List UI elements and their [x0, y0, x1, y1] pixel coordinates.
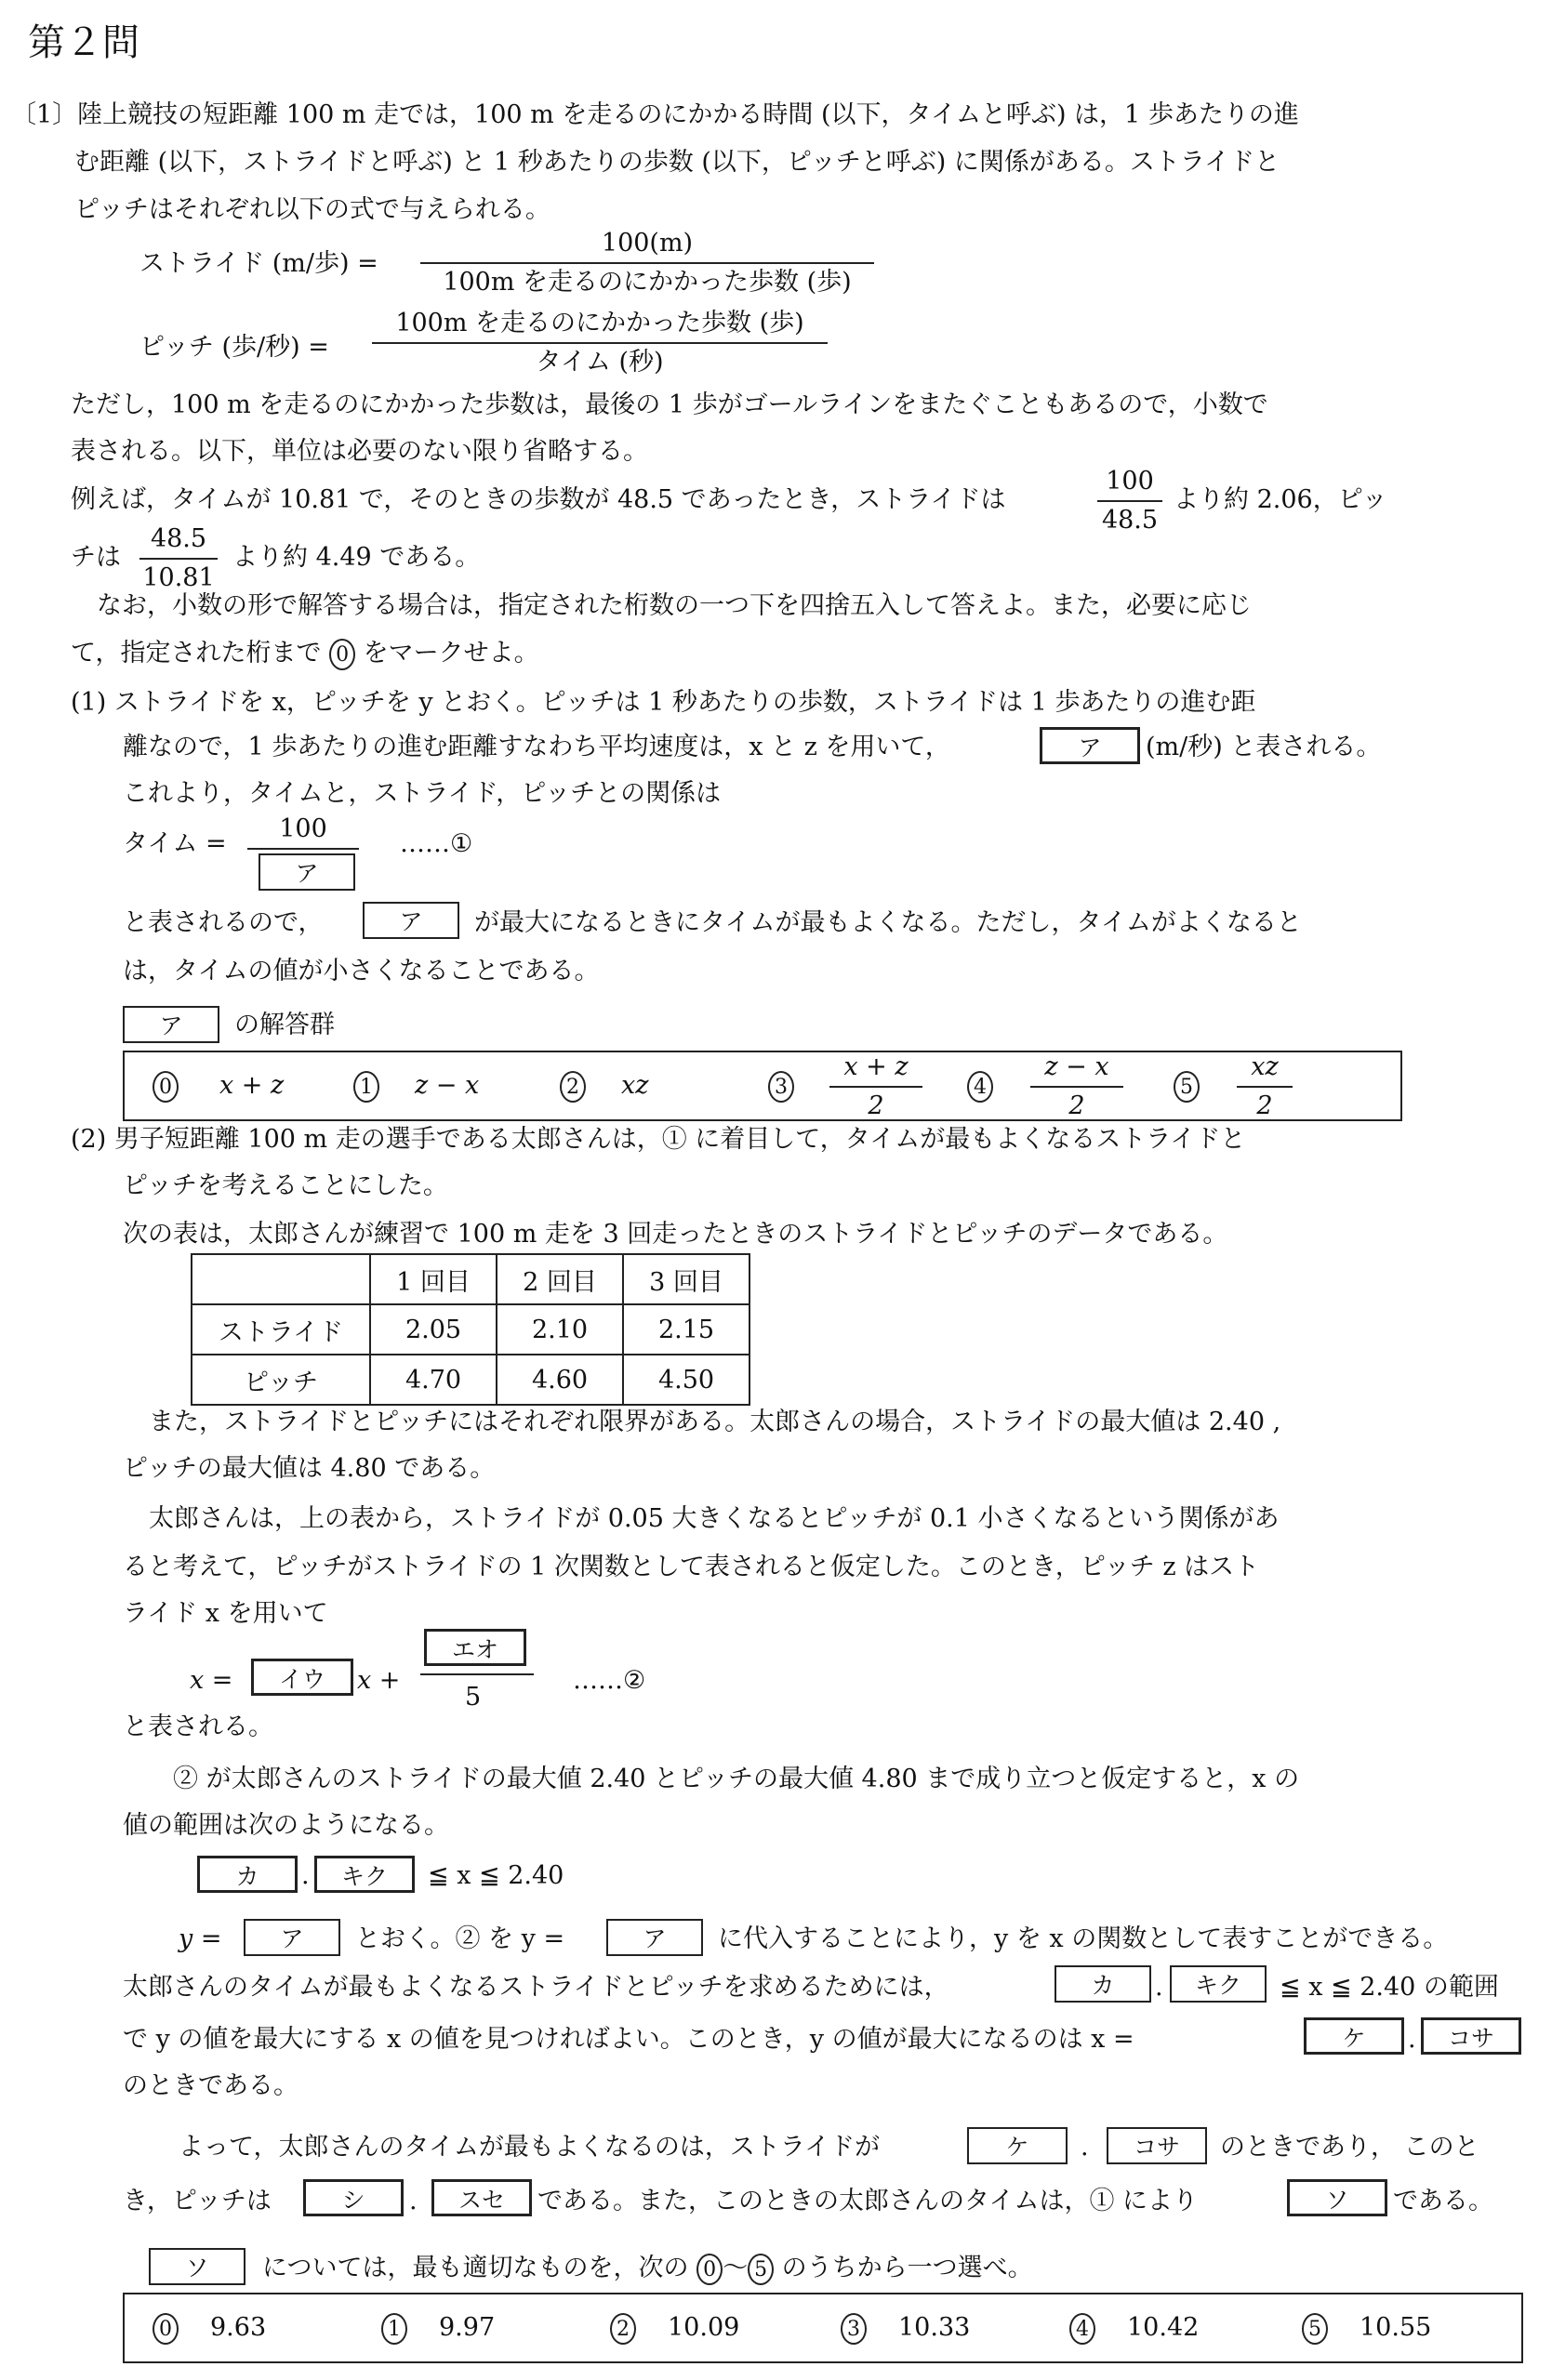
intro-line-1: 〔1〕陸上競技の短距離 100 m 走では，100 m を走るのにかかる時間 (以下，タイムと呼ぶ) は，1 歩あたりの進: [11, 100, 1299, 129]
so-choice-1-value: 9.97: [439, 2313, 496, 2342]
so-choice-4[interactable]: [1069, 2311, 1199, 2345]
example-fraction-1-den: 48.5: [1101, 506, 1159, 535]
answer-box-a-denominator[interactable]: ア: [259, 853, 355, 891]
conclusion-line-2b: である。また，このときの太郎さんのタイムは，① により: [537, 2187, 1199, 2215]
stride-formula-fraction: [420, 227, 874, 299]
y-line-4: のときである。: [123, 2071, 298, 2100]
answer-box-ke[interactable]: ケ: [1304, 2017, 1404, 2055]
y-line-1c: に代入することにより，y を x の関数として表すことができる。: [718, 1924, 1449, 1953]
so-choice-2[interactable]: [610, 2311, 739, 2345]
table-cell: 4.60: [497, 1355, 623, 1405]
y-line-1b: とおく。② を y =: [355, 1924, 565, 1953]
table-header-run1: 1 回目: [370, 1254, 497, 1304]
intro-line-3: ピッチはそれぞれ以下の式で与えられる。: [74, 195, 550, 224]
example-line-b: より約 2.06，ピッ: [1174, 485, 1387, 514]
so-choice-4-value: 10.42: [1127, 2313, 1200, 2342]
choice-1[interactable]: [353, 1069, 479, 1103]
choice-5-fraction: [1237, 1051, 1293, 1123]
equation-2-fraction-bar: [420, 1673, 534, 1675]
decimal-point: .: [409, 2187, 418, 2215]
table-cell: 2.10: [497, 1304, 623, 1355]
choice-4-den: 2: [1068, 1091, 1085, 1120]
relation-line-2: ると考えて，ピッチがストライドの 1 次関数として表されると仮定した。このとき，ピッチ z はスト: [123, 1553, 1260, 1581]
answer-box-kiku[interactable]: キク: [314, 1856, 415, 1893]
tilde: 〜: [723, 2254, 749, 2282]
table-cell: 2.05: [370, 1304, 497, 1355]
so-choice-2-number: 2: [610, 2313, 636, 2345]
y-line-2b: ≦ x ≦ 2.40 の範囲: [1280, 1973, 1499, 2002]
problem-title: 第２問: [28, 21, 139, 64]
choice-3-fraction: [829, 1051, 922, 1123]
stride-formula-lhs: ストライド (m/歩) =: [139, 249, 378, 278]
y-line-3a: で y の値を最大にする x の値を見つければよい。このとき，y の値が最大になるのは x =: [123, 2025, 1134, 2054]
intro-line-2: む距離 (以下，ストライドと呼ぶ) と 1 秒あたりの歩数 (以下，ピッチと呼ぶ) に関係がある。ストライドと: [74, 148, 1280, 177]
choice-3-num: x + z: [843, 1052, 909, 1081]
choice-5-num: xz: [1251, 1052, 1279, 1081]
example-line-c: チは: [71, 543, 121, 572]
example-line-a: 例えば，タイムが 10.81 で，そのときの歩数が 48.5 であったとき，ストライドは: [71, 485, 1006, 514]
q1-line-2-after: (m/秒) と表される。: [1146, 733, 1382, 761]
rounding-line-b: [71, 637, 539, 670]
choice-1-number: 1: [353, 1071, 379, 1103]
limit-line-2: ピッチの最大値は 4.80 である。: [123, 1454, 496, 1483]
so-choice-4-number: 4: [1069, 2313, 1095, 2345]
rounding-text-c: をマークせよ。: [363, 639, 539, 668]
choice-3-number: 3: [768, 1071, 794, 1103]
so-choice-5-value: 10.55: [1360, 2313, 1432, 2342]
rounding-text-b: て，指定された桁まで: [71, 639, 322, 668]
choice-5-number: 5: [1174, 1071, 1200, 1103]
equation-2-lhs: x =: [190, 1666, 233, 1695]
so-choice-2-value: 10.09: [668, 2313, 740, 2342]
choice-panel-a: [123, 1051, 1402, 1121]
decimal-point: .: [1155, 1973, 1163, 2002]
table-cell: 4.50: [623, 1355, 749, 1405]
decimal-point: .: [1081, 2133, 1089, 2162]
so-choice-1[interactable]: [381, 2311, 495, 2345]
so-choice-5[interactable]: [1302, 2311, 1431, 2345]
table-cell: 2.15: [623, 1304, 749, 1355]
decimal-point: .: [301, 1861, 310, 1890]
so-choice-0-number: 0: [153, 2313, 179, 2345]
choice-4-number-wrap[interactable]: [967, 1069, 993, 1103]
stride-formula-numerator: 100(m): [601, 229, 694, 258]
choice-2-expr: xz: [621, 1071, 649, 1100]
so-choice-1-number: 1: [381, 2313, 407, 2345]
so-choice-3-number: 3: [841, 2313, 867, 2345]
table-header-empty: [192, 1254, 370, 1304]
so-instruction: [262, 2252, 1033, 2285]
conclusion-line-2c: である。: [1393, 2187, 1493, 2215]
range-tail: ≦ x ≦ 2.40: [428, 1861, 564, 1890]
equation-2-tag: ……②: [573, 1666, 646, 1695]
q2-line-1: (2) 男子短距離 100 m 走の選手である太郎さんは，① に着目して，タイムが最もよくなるストライドと: [71, 1125, 1246, 1154]
answer-box-so[interactable]: ソ: [1287, 2179, 1387, 2216]
time-formula-numerator: 100: [279, 814, 327, 843]
answer-box-so-2[interactable]: ソ: [149, 2248, 245, 2285]
time-formula-lhs: タイム =: [123, 829, 227, 858]
example-fraction-1-num: 100: [1106, 467, 1154, 496]
circled-zero-mark: 0: [696, 2254, 723, 2285]
conclusion-line-1a: よって，太郎さんのタイムが最もよくなるのは，ストライドが: [179, 2133, 881, 2162]
answer-box-a-group[interactable]: ア: [123, 1006, 219, 1043]
conclusion-line-2a: き，ピッチは: [123, 2187, 272, 2215]
choice-1-expr: z − x: [415, 1071, 480, 1100]
q1-line-4b: が最大になるときにタイムが最もよくなる。ただし，タイムがよくなると: [474, 908, 1302, 937]
time-formula-fraction: [247, 813, 359, 852]
so-choice-3[interactable]: [841, 2311, 970, 2345]
choice-3-den: 2: [868, 1091, 884, 1120]
after-equation-2: と表される。: [123, 1712, 273, 1741]
q1-line-3: これより，タイムと，ストライド，ピッチとの関係は: [123, 779, 722, 808]
q1-line-2: 離なので，1 歩あたりの進む距離すなわち平均速度は，x と z を用いて，: [123, 733, 950, 761]
answer-box-kiku-2[interactable]: キク: [1170, 1965, 1267, 2003]
y-line-2a: 太郎さんのタイムが最もよくなるストライドとピッチを求めるためには，: [123, 1973, 949, 2002]
choice-group-label: の解答群: [234, 1011, 335, 1039]
answer-box-a[interactable]: ア: [1040, 727, 1140, 764]
equation-2-mid: x +: [357, 1666, 401, 1695]
table-row-label-pitch: ピッチ: [192, 1355, 370, 1405]
answer-box-a-y1[interactable]: ア: [244, 1919, 340, 1956]
q1-line-4a: と表されるので，: [123, 908, 324, 937]
conclusion-line-1b: のときであり， このと: [1220, 2133, 1479, 2162]
q2-line-2: ピッチを考えることにした。: [123, 1171, 448, 1200]
y-line-1a: y =: [179, 1924, 222, 1953]
so-instruction-a: については，最も適切なものを，次の: [262, 2254, 689, 2282]
so-choice-0[interactable]: [153, 2311, 266, 2345]
note-line-1: ただし，100 m を走るのにかかった歩数は，最後の 1 歩がゴールラインをまたぐこともあるので，小数で: [71, 390, 1268, 419]
table-row-label-stride: ストライド: [192, 1304, 370, 1355]
example-fraction-2-den: 10.81: [142, 563, 215, 592]
range-line-1: ② が太郎さんのストライドの最大値 2.40 とピッチの最大値 4.80 まで成り立つと仮定すると，x の: [173, 1765, 1300, 1793]
equation-2-denominator: 5: [465, 1683, 482, 1712]
choice-0[interactable]: [153, 1069, 284, 1103]
circled-five-mark: 5: [748, 2254, 774, 2285]
example-line-d: より約 4.49 である。: [232, 543, 481, 572]
choice-5-den: 2: [1256, 1091, 1273, 1120]
rounding-line-a: なお，小数の形で解答する場合は，指定された桁数の一つ下を四捨五入して答えよ。また，必要に応じ: [97, 591, 1252, 620]
choice-4-fraction: [1030, 1051, 1123, 1123]
so-choice-5-number: 5: [1302, 2313, 1328, 2345]
pitch-formula-numerator: 100m を走るのにかかった歩数 (歩): [395, 309, 804, 337]
range-line-2: 値の範囲は次のようになる。: [123, 1811, 449, 1840]
example-fraction-2-num: 48.5: [150, 524, 207, 553]
choice-2-number: 2: [560, 1071, 586, 1103]
choice-5-number-wrap[interactable]: [1174, 1069, 1200, 1103]
so-instruction-b: のうちから一つ選べ。: [781, 2254, 1033, 2282]
data-table: [191, 1253, 750, 1406]
answer-box-suse[interactable]: スセ: [431, 2179, 532, 2216]
answer-box-iu[interactable]: イウ: [251, 1659, 353, 1696]
table-cell: 4.70: [370, 1355, 497, 1405]
q1-line-5: は，タイムの値が小さくなることである。: [123, 957, 600, 985]
q1-line-1: (1) ストライドを x，ピッチを y とおく。ピッチは 1 秒あたりの歩数，ストライドは 1 歩あたりの進む距: [71, 688, 1256, 717]
table-header-run2: 2 回目: [497, 1254, 623, 1304]
answer-box-kosa[interactable]: コサ: [1421, 2017, 1521, 2055]
decimal-point: .: [1408, 2025, 1416, 2054]
q2-line-3: 次の表は，太郎さんが練習で 100 m 走を 3 回走ったときのストライドとピッチのデータである。: [123, 1220, 1228, 1249]
example-fraction-2: [139, 522, 218, 595]
choice-0-expr: x + z: [219, 1071, 285, 1100]
answer-box-kosa-2[interactable]: コサ: [1107, 2127, 1207, 2164]
relation-line-1: 太郎さんは，上の表から，ストライドが 0.05 大きくなるとピッチが 0.1 小さくなるという関係があ: [149, 1504, 1280, 1533]
table-header-run3: 3 回目: [623, 1254, 749, 1304]
note-line-2: 表される。以下，単位は必要のない限り省略する。: [71, 437, 648, 466]
so-choice-3-value: 10.33: [898, 2313, 971, 2342]
table-row: [192, 1304, 749, 1355]
stride-formula-denominator: 100m を走るのにかかった歩数 (歩): [443, 268, 852, 297]
answer-box-shi[interactable]: シ: [303, 2179, 404, 2216]
example-fraction-1: [1097, 465, 1162, 537]
answer-box-eo[interactable]: エオ: [424, 1629, 526, 1666]
choice-3-number-wrap[interactable]: [768, 1069, 794, 1103]
answer-box-ka-2[interactable]: カ: [1055, 1965, 1151, 2003]
choice-0-number: 0: [153, 1071, 179, 1103]
choice-4-num: z − x: [1044, 1052, 1109, 1081]
circled-zero-mark: 0: [329, 639, 355, 670]
equation-1-tag: ……①: [400, 829, 473, 858]
limit-line-1: また，ストライドとピッチにはそれぞれ限界がある。太郎さんの場合，ストライドの最大値は 2.40 ,: [149, 1408, 1281, 1436]
choice-4-number: 4: [967, 1071, 993, 1103]
pitch-formula-fraction: [372, 307, 828, 379]
answer-box-a-y2[interactable]: ア: [606, 1919, 703, 1956]
pitch-formula-denominator: タイム (秒): [536, 348, 664, 377]
pitch-formula-lhs: ピッチ (歩/秒) =: [139, 333, 329, 362]
so-choice-0-value: 9.63: [210, 2313, 267, 2342]
answer-box-a-inline[interactable]: ア: [363, 902, 459, 939]
answer-box-ka[interactable]: カ: [197, 1856, 298, 1893]
choice-2[interactable]: [560, 1069, 648, 1103]
answer-box-ke-2[interactable]: ケ: [967, 2127, 1068, 2164]
table-row: [192, 1355, 749, 1405]
relation-line-3: ライド x を用いて: [123, 1599, 328, 1628]
